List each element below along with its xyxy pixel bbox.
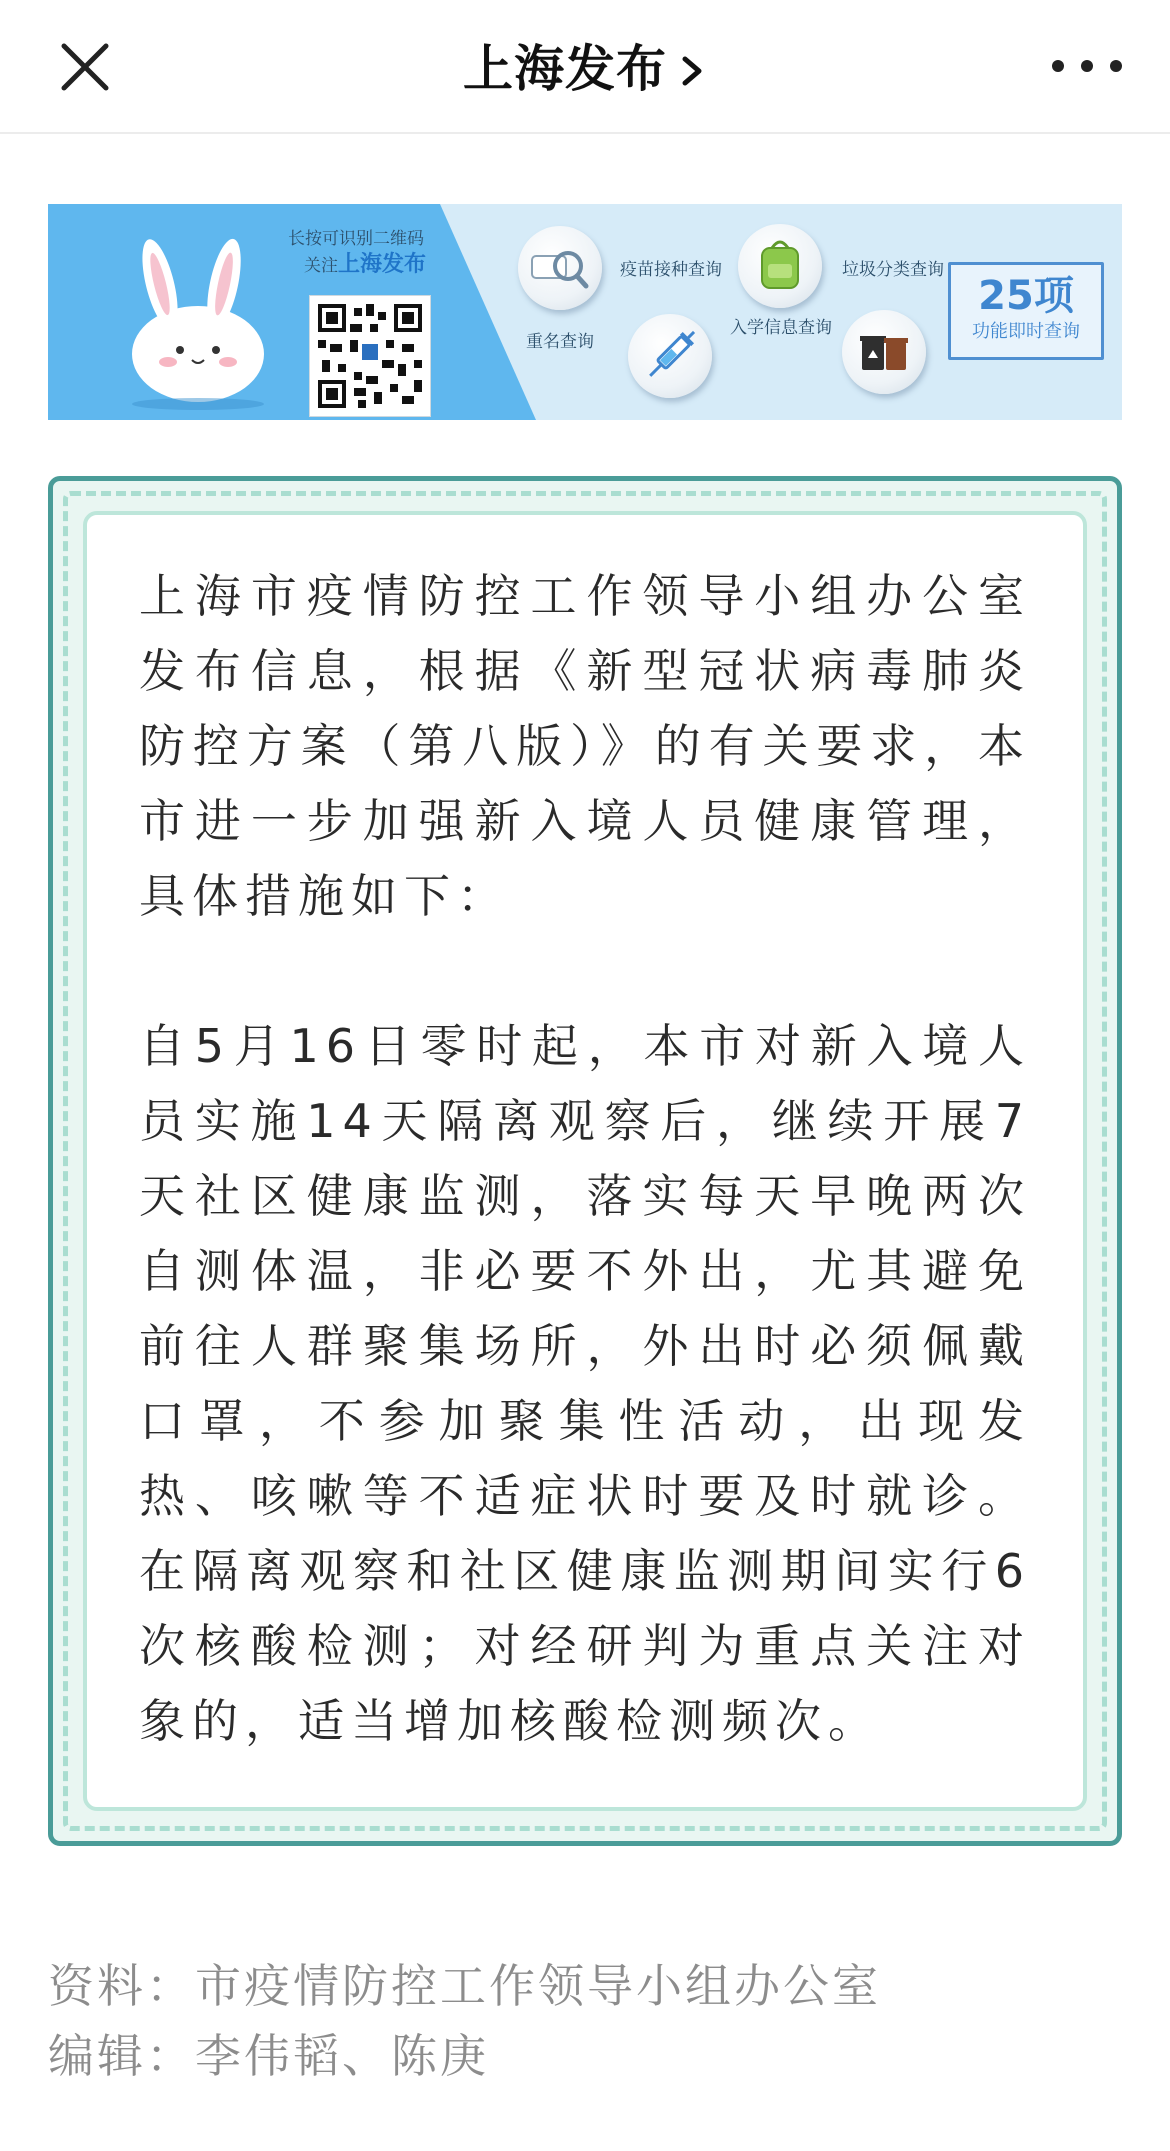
feature-count-badge[interactable] <box>948 262 1104 360</box>
source-credit: 资料：市疫情防控工作领导小组办公室 <box>48 1959 881 2013</box>
article-paragraph: 自5月16日零时起，本市对新入境人员实施14天隔离观察后，继续开展7天社区健康监测，落实每天早晚两次自测体温，非必要不外出，尤其避免前往人群聚集场所，外出时必须佩戴口罩，不参加聚集性活动，出现发热、咳嗽等不适症状时要及时就诊。在隔离观察和社区健康监测期间实行6次核酸检测；对经研判为重点关注对象的，适当增加核酸检测频次。 <box>139 1019 1031 1748</box>
account-title-link[interactable] <box>0 30 1170 100</box>
qr-code <box>310 296 430 416</box>
article-body <box>139 559 1031 1759</box>
more-dot <box>1052 60 1064 72</box>
more-dot <box>1110 60 1122 72</box>
page-title: 上海发布 <box>463 40 667 98</box>
banner-item-label: 重名查询 <box>526 332 594 352</box>
article-frame <box>48 476 1122 1846</box>
banner-follow-line <box>304 254 426 277</box>
editor-credit: 编辑：李伟韬、陈庚 <box>48 2029 489 2083</box>
top-navigation-bar <box>0 0 1170 134</box>
trash-bin-icon[interactable] <box>842 310 926 394</box>
name-search-icon[interactable] <box>518 226 602 310</box>
more-options-button[interactable] <box>1052 44 1122 88</box>
feature-count: 25项 <box>978 273 1074 319</box>
banner-brand: 上海发布 <box>338 252 427 277</box>
banner-item-label: 入学信息查询 <box>730 318 832 338</box>
banner-follow-prefix: 关注 <box>304 256 338 276</box>
promo-banner[interactable] <box>48 204 1122 420</box>
school-bag-icon[interactable] <box>738 224 822 308</box>
banner-item-label: 疫苗接种查询 <box>620 260 722 280</box>
banner-item-label: 垃圾分类查询 <box>842 260 944 280</box>
article-paragraph: 上海市疫情防控工作领导小组办公室发布信息，根据《新型冠状病毒肺炎防控方案（第八版）》的有关要求，本市进一步加强新入境人员健康管理，具体措施如下： <box>139 569 1031 923</box>
syringe-icon[interactable] <box>628 314 712 398</box>
chevron-right-icon <box>677 45 707 85</box>
article-credits <box>48 1955 1122 2087</box>
banner-hint: 长按可识别二维码 <box>288 229 424 249</box>
feature-count-caption: 功能即时查询 <box>972 321 1080 342</box>
more-dot <box>1081 60 1093 72</box>
